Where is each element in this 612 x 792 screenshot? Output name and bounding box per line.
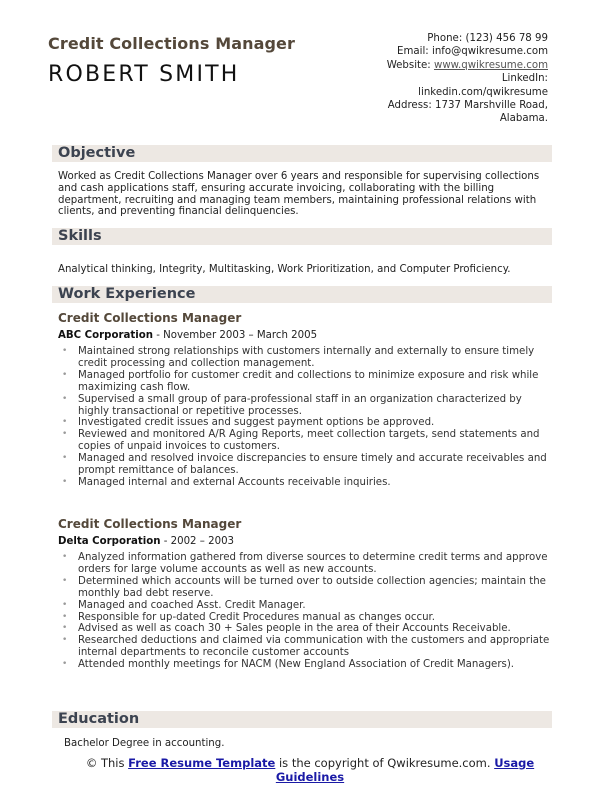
phone-label: Phone: [427,33,463,44]
objective-heading: Objective [58,145,136,161]
email-value: info@qwikresume.com [431,46,548,58]
email-label: Email: [397,46,429,58]
job-2-bullets [62,552,554,671]
footer-prefix: © This [85,756,129,770]
list-item: • Reviewed and monitored A/R Aging Reports, meet collection targets, send statements and copies of unpaid invoices to customers. [62,429,554,453]
job-1-meta [58,330,317,341]
job-1-dates: - November 2003 – March 2005 [152,330,318,341]
address-line1: 1737 Marshville Road, [435,100,548,112]
skills-section-bar [52,228,552,245]
website-label: Website: [386,59,431,71]
education-text: Bachelor Degree in accounting. [64,738,225,749]
list-item: • Investigated credit issues and suggest payment options be approved. [62,417,554,429]
free-resume-template-link[interactable]: Free Resume Template [128,756,276,770]
list-item: • Analyzed information gathered from diverse sources to determine credit terms and approve orders for large volume accounts as well as new accounts. [62,552,554,576]
education-heading: Education [58,711,140,727]
website-link[interactable]: www.qwikresume.com [433,59,548,71]
contact-email [328,45,548,58]
list-item: • Managed internal and external Accounts receivable inquiries. [62,477,554,489]
contact-address-line2: Alabama. [499,113,548,125]
job-2-title: Credit Collections Manager [58,517,242,531]
contact-phone [328,32,548,45]
job-2-dates: - 2002 – 2003 [160,536,235,547]
footer-middle: is the copyright of Qwikresume.com. [275,756,495,770]
list-item: • Supervised a small group of para-professional staff in an organization characterized by highly transactional or repetitive processes. [62,394,554,418]
usage-guidelines-link[interactable]: Usage Guidelines [275,756,535,784]
skills-heading: Skills [58,228,102,244]
contact-address [328,99,548,112]
list-item: • Responsible for up-dated Credit Procedures manual as changes occur. [62,612,554,624]
job-1-bullets [62,346,554,489]
copyright-footer [60,756,560,784]
contact-block [328,32,548,126]
list-item: • Managed and coached Asst. Credit Manager. [62,600,554,612]
list-item: • Managed and resolved invoice discrepancies to ensure timely and accurate receivables and prompt remittance of balances. [62,453,554,477]
job-2-meta [58,536,234,547]
candidate-name: ROBERT SMITH [48,62,240,87]
list-item: • Researched deductions and claimed via communication with the customers and appropriate internal departments to reconcile customer accounts [62,635,554,659]
contact-website [328,59,548,72]
contact-linkedin: linkedin.com/qwikresume [418,86,548,98]
objective-text: Worked as Credit Collections Manager over 6 years and responsible for supervising collections and cash applications staff, ensuring accurate invoicing, collaborating with the billing department, recruiting and managing team members, maintaining professional relations with clients, and preventing financial delinquencies. [58,171,540,218]
list-item: • Maintained strong relationships with customers internally and externally to ensure timely credit processing and collection management. [62,346,554,370]
list-item: • Determined which accounts will be turned over to outside collection agencies; maintain the monthly bad debt reserve. [62,576,554,600]
list-item: • Attended monthly meetings for NACM (New England Association of Credit Managers). [62,659,554,671]
job-headline: Credit Collections Manager [48,34,295,53]
contact-linkedin-label: LinkedIn: [501,73,548,85]
job-1-company: ABC Corporation [58,330,153,341]
skills-text: Analytical thinking, Integrity, Multitasking, Work Prioritization, and Computer Proficiency. [58,264,511,275]
job-1-title: Credit Collections Manager [58,311,242,325]
job-2-company: Delta Corporation [58,536,161,547]
address-label: Address: [387,100,432,112]
list-item: • Managed portfolio for customer credit and collections to minimize exposure and risk while maximizing cash flow. [62,370,554,394]
phone-value: (123) 456 78 99 [465,33,548,44]
list-item: • Advised as well as coach 30 + Sales people in the area of their Accounts Receivable. [62,623,554,635]
experience-heading: Work Experience [58,286,196,302]
